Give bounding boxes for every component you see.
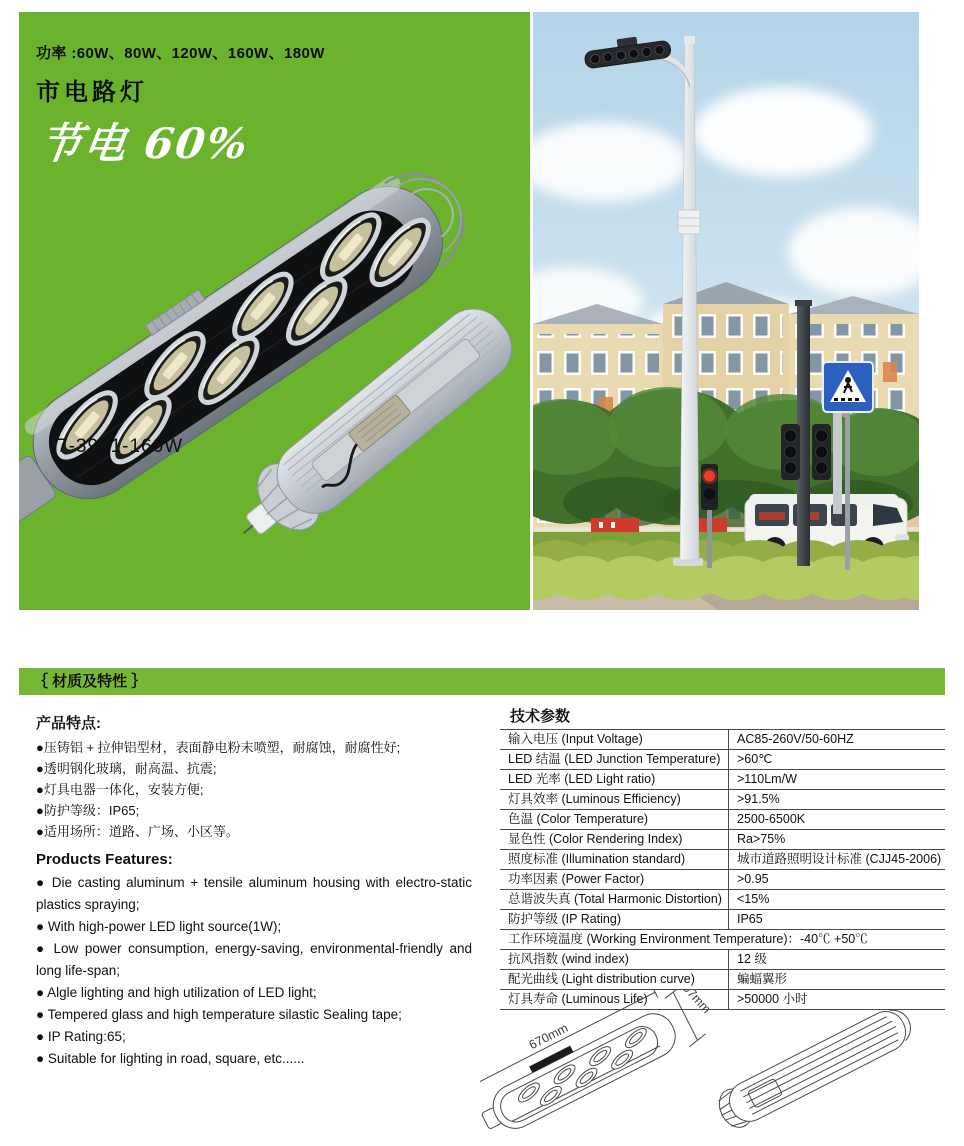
table-row [500,910,945,930]
spec-value: 城市道路照明设计标准 (CJJ45-2006) [729,850,946,870]
spec-label: 照度标准 (Illumination standard) [500,850,729,870]
table-row [500,810,945,830]
street-scene-image [533,12,919,610]
feature-item-en: ● IP Rating:65; [36,1029,126,1044]
spec-value: >91.5% [729,790,946,810]
drawing-back-view [712,1002,917,1133]
power-options-text: 功率 :60W、80W、120W、160W、180W [36,45,325,62]
hero-text-block [36,42,506,171]
specs-title: 技术参数 [510,708,571,725]
section-banner-label: ｛ 材质及特性 ｝ [33,673,147,690]
spec-value: 12 级 [729,950,946,970]
table-row [500,970,945,990]
spec-label: 功率因素 (Power Factor) [500,870,729,890]
feature-item-cn: ●压铸铝 + 拉伸铝型材，表面静电粉末喷塑，耐腐蚀，耐腐性好; [36,740,401,755]
features-column [36,712,472,1070]
spec-label: 色温 (Color Temperature) [500,810,729,830]
spec-label: 总谐波失真 (Total Harmonic Distortion) [500,890,729,910]
spec-value: Ra>75% [729,830,946,850]
table-row [500,950,945,970]
hero-green-panel [19,12,530,610]
model-number: 7-3901-160W [57,436,184,457]
table-row [500,730,945,750]
product-title: 市电路灯 [36,79,148,106]
section-banner [19,668,945,695]
features-en-list [36,872,472,1070]
spec-label: 防护等级 (IP Rating) [500,910,729,930]
energy-saving-slogan: 节电 60% [36,119,253,168]
spec-label: 灯具寿命 (Luminous Life) [500,990,729,1010]
specs-table [500,729,945,1010]
feature-item-en: ● With high-power LED light source(1W); [36,919,282,934]
spec-label: LED 结温 (LED Junction Temperature) [500,750,729,770]
spec-label: 工作环境温度 (Working Environment Temperature)：-40℃ +50℃ [500,930,945,950]
feature-item-cn: ●适用场所：道路、广场、小区等。 [36,824,239,839]
features-cn-list [36,737,472,842]
spec-value: >110Lm/W [729,770,946,790]
table-row [500,790,945,810]
spec-value: >0.95 [729,870,946,890]
spec-label: 抗风指数 (wind index) [500,950,729,970]
feature-item-en: ● Algle lighting and high utilization of LED light; [36,985,317,1000]
table-row [500,830,945,850]
table-row [500,750,945,770]
specs-column [500,705,946,1010]
table-row [500,890,945,910]
table-row [500,930,945,950]
feature-item-cn: ●防护等级：IP65; [36,803,140,818]
feature-item-en: ● Tempered glass and high temperature silastic Sealing tape; [36,1007,402,1022]
spec-label: 灯具效率 (Luminous Efficiency) [500,790,729,810]
installation-photo [533,12,919,610]
width-dimension-label: 307mm [675,990,714,1017]
feature-item-cn: ●灯具电器一体化，安装方便; [36,782,204,797]
spec-label: 显色性 (Color Rendering Index) [500,830,729,850]
spec-value: 蝙蝠翼形 [729,970,946,990]
dimension-drawings [480,990,964,1141]
feature-item-en: ● Die casting aluminum + tensile aluminum housing with electro-static plastics spraying; [36,875,472,912]
spec-value: >50000 小时 [729,990,946,1010]
spec-label: 配光曲线 (Light distribution curve) [500,970,729,990]
features-cn-title: 产品特点: [36,715,101,732]
spec-label: LED 光率 (LED Light ratio) [500,770,729,790]
dimension-drawing-image [480,990,964,1141]
spec-label: 输入电压 (Input Voltage) [500,730,729,750]
spec-value: >60℃ [729,750,946,770]
table-row [500,870,945,890]
spec-value: <15% [729,890,946,910]
drawing-front-view [480,990,725,1141]
features-en-title: Products Features: [36,851,173,868]
spec-value: IP65 [729,910,946,930]
table-row [500,770,945,790]
spec-value: AC85-260V/50-60HZ [729,730,946,750]
spec-value: 2500-6500K [729,810,946,830]
feature-item-en: ● Low power consumption, energy-saving, environmental-friendly and long life-span; [36,941,472,978]
feature-item-en: ● Suitable for lighting in road, square, etc...... [36,1051,305,1066]
table-row [500,850,945,870]
length-dimension-label: 670mm [526,1020,571,1053]
feature-item-cn: ●透明钢化玻璃，耐高温、抗震; [36,761,217,776]
